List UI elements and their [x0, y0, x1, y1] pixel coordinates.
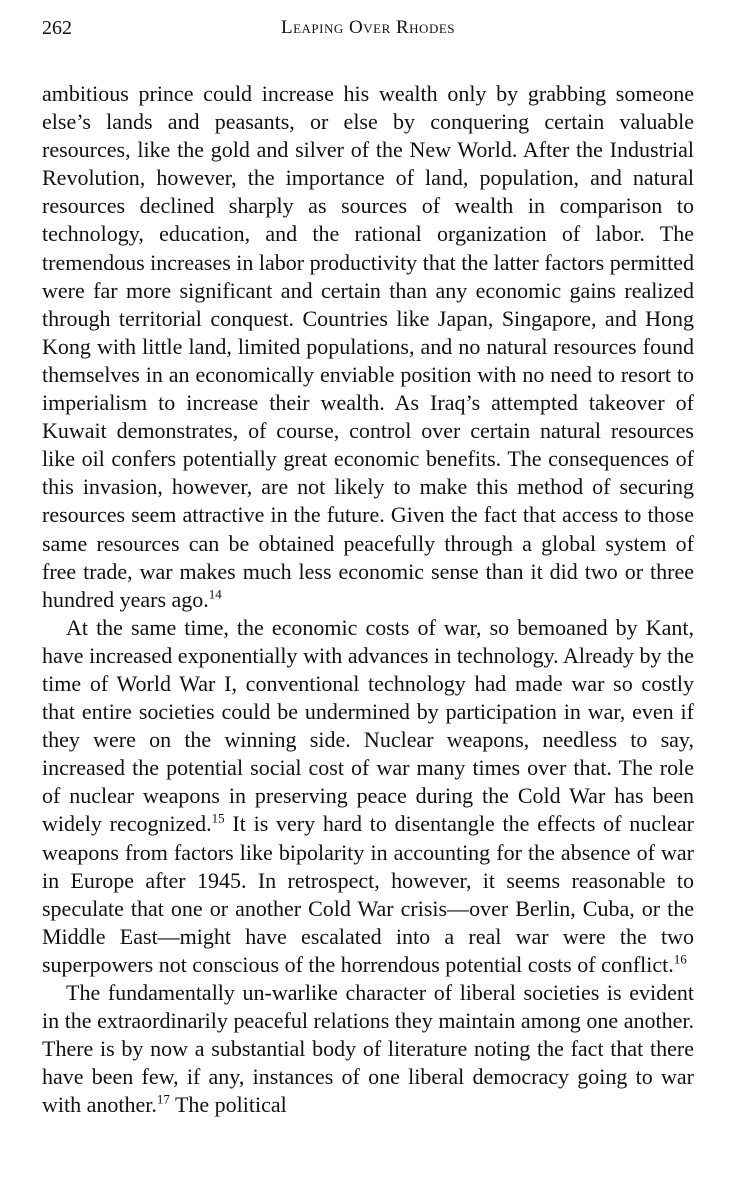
paragraph-1-text: ambitious prince could increase his wealth only by grabbing someone else’s lands and peasants, or else by conquering certain valuable resources, like the gold and silver of the New World. After the Industrial Revolution, however, the importance of land, population, and natural resources declined sharply as sources of wealth in comparison to technology, education, and the rational organization of labor. The tremendous increases in labor productivity that the latter factors permitted were far more significant and certain than any economic gains realized through territorial conquest. Countries like Japan, Singapore, and Hong Kong with little land, limited populations, and no natural resources found themselves in an economically enviable position with no need to resort to imperialism to increase their wealth. As Iraq’s attempted takeover of Kuwait demonstrates, of course, control over certain natural resources like oil confers potentially great economic benefits. The consequences of this invasion, however, are not likely to make this method of securing resources seem attractive in the future. Given the fact that access to those same resources can be obtained peacefully through a global system of free trade, war makes much less economic sense than it did two or three hundred years ago.: [42, 81, 694, 612]
footnote-ref-14: 14: [208, 586, 222, 602]
paragraph-3: [42, 979, 694, 1119]
running-head: [42, 14, 694, 42]
footnote-ref-16: 16: [673, 951, 687, 967]
paragraph-3-text: The fundamentally un-warlike character of liberal societies is evident in the extraordinarily peaceful relations they maintain among one another. There is by now a substantial body of literature noting the fact that there have been few, if any, instances of one liberal democracy going to war with another.: [42, 980, 694, 1118]
paragraph-3-text-continued: The political: [169, 1092, 287, 1118]
running-title: Leaping Over Rhodes: [281, 17, 455, 38]
paragraph-2-text: At the same time, the economic costs of war, so bemoaned by Kant, have increased exponentially with advances in technology. Already by the time of World War I, conventional technology had made war so costly that entire societies could be undermined by participation in war, even if they were on the winning side. Nuclear weapons, needless to say, increased the potential social cost of war many times over that. The role of nuclear weapons in preserving peace during the Cold War has been widely recognized.: [42, 614, 694, 837]
page-number: 262: [42, 17, 72, 39]
footnote-ref-17: 17: [156, 1092, 170, 1108]
footnote-ref-15: 15: [211, 811, 225, 827]
body-text: [42, 80, 694, 1119]
paragraph-2-text-continued: It is very hard to disentangle the effects of nuclear weapons from factors like bipolarity in accounting for the absence of war in Europe after 1945. In retrospect, however, it seems reasonable to speculate that one or another Cold War crisis—over Berlin, Cuba, or the Middle East—might have escalated into a real war were the two superpowers not conscious of the horrendous potential costs of conflict.: [42, 811, 694, 977]
paragraph-1: [42, 80, 694, 614]
paragraph-2: [42, 614, 694, 979]
